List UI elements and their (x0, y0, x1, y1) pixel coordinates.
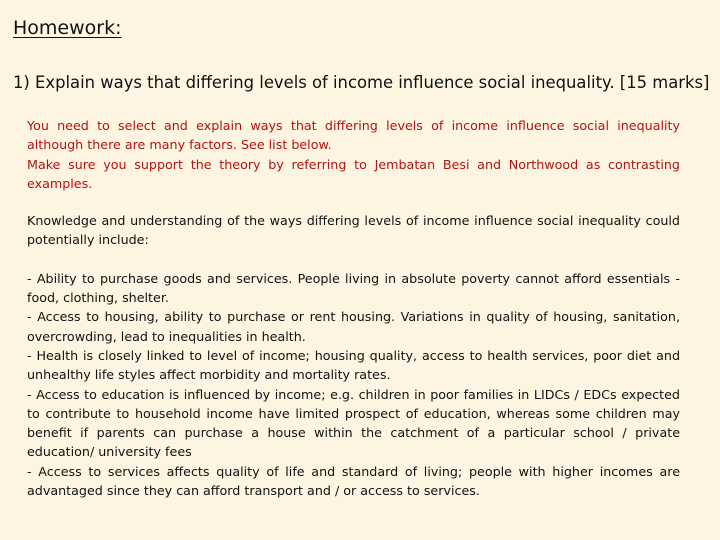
instruction-text: Make sure you support the theory by referring to Jembatan Besi and Northwood as contrasting examples. (27, 156, 680, 191)
list-item: - Access to services affects quality of life and standard of living; people with higher incomes are advantaged since they can afford transport and / or access to services. (27, 463, 680, 499)
slide-heading: Homework: (13, 17, 122, 39)
question-text: 1) Explain ways that differing levels of income influence social inequality. [15 marks] (13, 73, 710, 92)
list-item: - Access to housing, ability to purchase or rent housing. Variations in quality of housing, sanitation, overcrowding, lead to inequalities in health. (27, 309, 680, 344)
list-item: - Ability to purchase goods and services. People living in absolute poverty cannot afford essentials - food, clothing, shelter. (27, 270, 680, 306)
list-item: - Health is closely linked to level of income; housing quality, access to health services, poor diet and unhealthy life styles affect morbidity and mortality rates. (27, 347, 680, 383)
knowledge-intro: Knowledge and understanding of the ways differing levels of income influence social inequality could potentially include: (27, 213, 680, 248)
list-item: - Access to education is influenced by income; e.g. children in poor families in LIDCs / EDCs expected to contribute to household income have limited prospect of education, whereas some children may benefit if parents can purchase a house within the catchment of a particular school / private education/ university fees (27, 386, 680, 460)
content-body (27, 116, 680, 500)
instruction-text: You need to select and explain ways that differing levels of income influence social inequality although there are many factors. See list below. (27, 118, 680, 153)
